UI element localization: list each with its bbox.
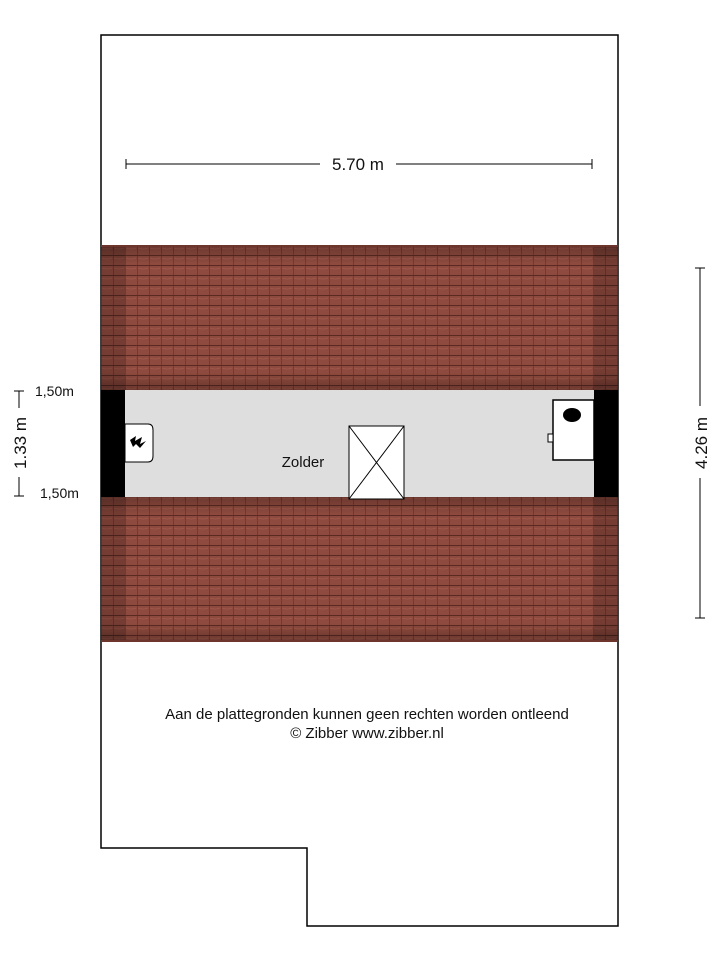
loft-hatch-icon: [349, 426, 404, 499]
disclaimer-text: Aan de plattegronden kunnen geen rechten worden ontleend: [165, 706, 569, 723]
roof-edge-left-bottom: [101, 497, 125, 641]
headroom-label: 1.33 m: [11, 417, 30, 469]
room-label: Zolder: [281, 454, 325, 471]
ventilation-unit-icon: [125, 424, 153, 462]
right-wall-block: [594, 390, 618, 497]
depth-dimension: [692, 268, 711, 618]
headroom-dimension: [11, 391, 30, 496]
roof-edge-left-top: [101, 246, 125, 390]
depth-label: 4.26 m: [692, 417, 711, 469]
left-wall-block: [101, 390, 125, 497]
credit-text: © Zibber www.zibber.nl: [290, 725, 444, 742]
roof-edge-right-top: [594, 246, 618, 390]
roof-edge-right-bottom: [594, 497, 618, 641]
width-label: 5.70 m: [332, 155, 384, 174]
knee-height-top-label: 1,50m: [35, 383, 74, 399]
boiler-icon: [548, 400, 594, 460]
knee-height-bottom-label: 1,50m: [40, 485, 79, 501]
